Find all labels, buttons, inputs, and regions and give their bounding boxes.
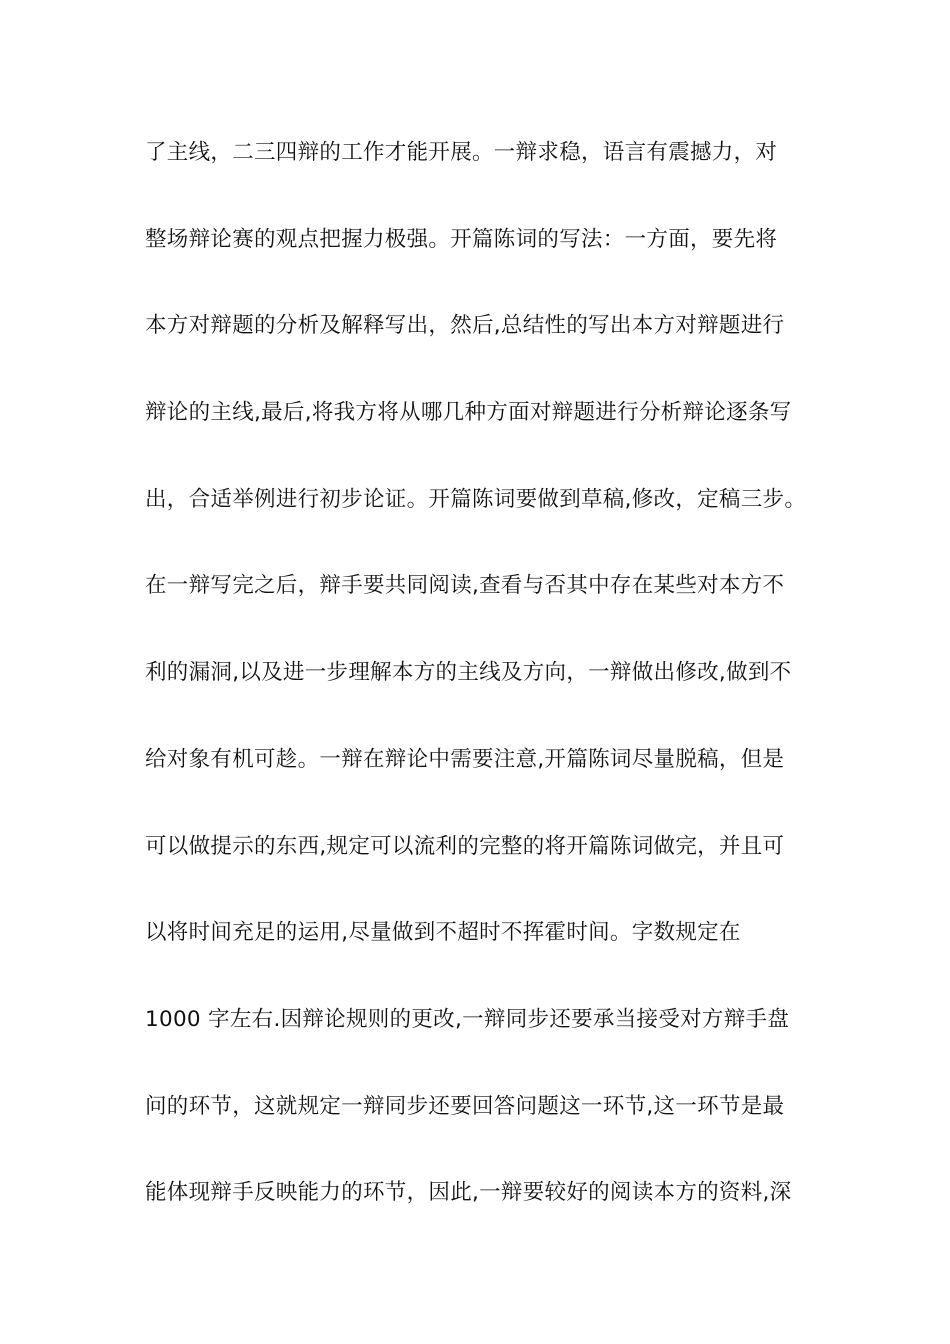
text-line-6: 在一辩写完之后，辩手要共同阅读,查看与否其中存在某些对本方不 — [145, 573, 785, 599]
text-line-2: 整场辩论赛的观点把握力极强。开篇陈词的写法：一方面，要先将 — [145, 226, 778, 252]
text-line-3: 本方对辩题的分析及解释写出，然后,总结性的写出本方对辩题进行 — [145, 313, 785, 339]
text-line-13: 能体现辩手反映能力的环节，因此,一辩要较好的阅读本方的资料,深 — [145, 1180, 792, 1206]
text-line-7: 利的漏洞,以及进一步理解本方的主线及方向，一辩做出修改,做到不 — [145, 660, 792, 686]
text-line-9: 可以做提示的东西,规定可以流利的完整的将开篇陈词做完，并且可 — [145, 833, 785, 859]
body-text — [145, 133, 825, 1260]
text-line-12: 问的环节，这就规定一辩同步还要回答问题这一环节,这一环节是最 — [145, 1093, 785, 1119]
text-line-5: 出，合适举例进行初步论证。开篇陈词要做到草稿,修改，定稿三步。 — [145, 486, 807, 512]
text-line-1: 了主线，二三四辩的工作才能开展。一辩求稳，语言有震撼力，对 — [145, 140, 778, 165]
text-line-11: 1000 字左右.因辩论规则的更改,一辩同步还要承当接受对方辩手盘 — [145, 1006, 790, 1032]
text-line-10: 以将时间充足的运用,尽量做到不超时不挥霍时间。字数规定在 — [145, 920, 741, 946]
text-line-8: 给对象有机可趁。一辩在辩论中需要注意,开篇陈词尽量脱稿，但是 — [145, 746, 785, 772]
text-line-4: 辩论的主线,最后,将我方将从哪几种方面对辩题进行分析辩论逐条写 — [145, 400, 792, 426]
